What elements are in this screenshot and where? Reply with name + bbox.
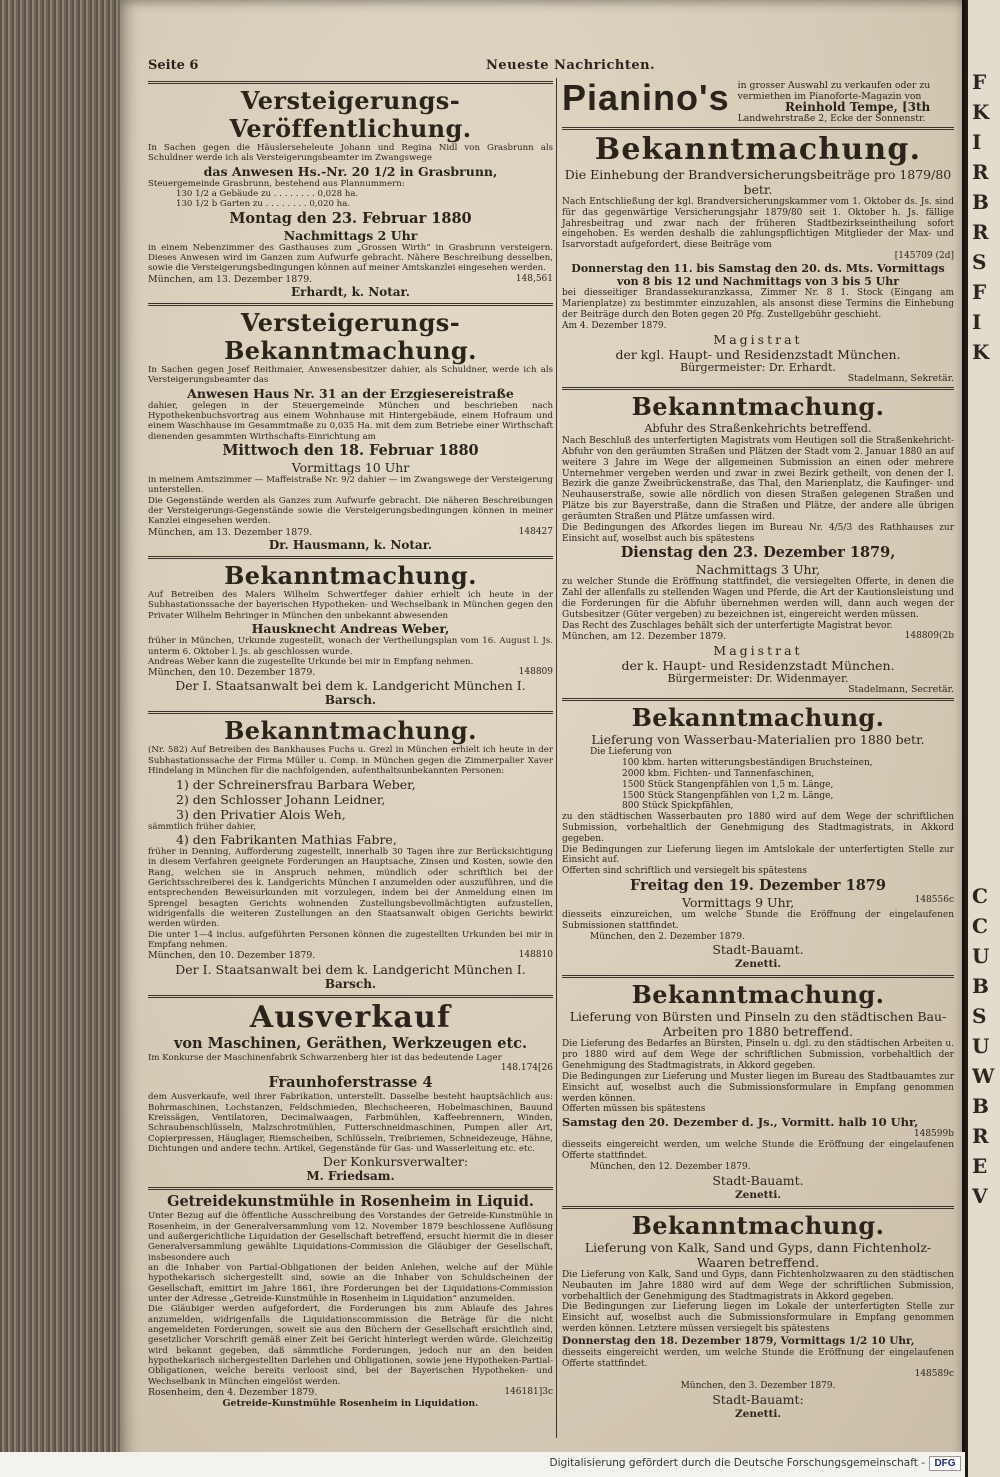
ad-text: in meinem Amtszimmer — Maffeistraße Nr. 9/2 dahier — im Zwangswege der Versteigerung unterstellen. xyxy=(148,475,553,496)
ad-place-date: München, am 13. Dezember 1879. xyxy=(148,273,313,285)
ad-time: Vormittags 10 Uhr xyxy=(291,460,410,476)
ad-title: Bekanntmachung. xyxy=(631,703,885,733)
ad-subtitle: Lieferung von Bürsten und Pinseln zu den städtischen Bau-Arbeiten pro 1880 betreffend. xyxy=(569,1009,947,1040)
ad-title: Bekanntmachung. xyxy=(631,392,885,422)
ad-person: 2) den Schlosser Johann Leidner, xyxy=(176,791,386,807)
ad-date: Mittwoch den 18. Februar 1880 xyxy=(222,442,479,460)
ad-signer: Stadt-Bauamt: xyxy=(712,1391,804,1407)
ad-text: Die Gegenstände werden als Ganzes zum Aufwurfe gebracht. Die näheren Beschreibungen der Versteigerungs-Gegenstände sowie die Versteigerungsbedingungen können in meiner Kanzlei eingesehen werden. xyxy=(148,495,553,527)
ad-signer: Magistrat xyxy=(713,642,803,658)
ad-signer: Magistrat xyxy=(713,331,803,347)
ad-signer: Erhardt, k. Notar. xyxy=(291,285,410,300)
ad-signer: Der I. Staatsanwalt bei dem k. Landgericht München I. xyxy=(175,678,526,694)
neighbor-page-letter: C xyxy=(972,914,988,938)
ad-text: Offerten müssen bis spätestens xyxy=(562,1104,706,1115)
divider xyxy=(562,387,954,390)
ad-text: bei diesseitiger Brandassekuranzkassa, Zimmer Nr. 8 1. Stock (Eingang am Marienplatze) zu bestimmter einzuzahlen, als ansonst diese Termins die Einhebung der Beiträge durch den Boten gegen 20 Pfg. Zustellgebühr geschieht. xyxy=(562,288,954,320)
ad-text: zu welcher Stunde die Eröffnung stattfindet, die versiegelten Offerte, in denen die Zahl der allenfalls zu stellenden Wagen und Pferde, die Art der Kautionsleistung und die Forderungen für die Abfuhr übernehmen werden will, dann auch wegen der Gutsbesitzer (Güter vergeben) zu bezeichnen ist, eingereicht werden müssen. xyxy=(562,577,954,620)
digitization-footer xyxy=(0,1452,965,1477)
neighbor-page-letter: B xyxy=(972,974,989,998)
ad-place-date: München, den 10. Dezember 1879. xyxy=(148,667,316,679)
ad-code: 148589c xyxy=(914,1369,954,1380)
ad-code: 148810 xyxy=(518,950,553,961)
ad-text: früher in München, Urkunde zugestellt, wonach der Vertheilungsplan vom 16. August l. Js. unterm 6. Oktober l. Js. ab geschlossen wurde. xyxy=(148,636,553,657)
ad-place-date: München, den 12. Dezember 1879. xyxy=(590,1162,751,1173)
ad-text: Die Bedingungen des Afkordes liegen im Bureau Nr. 4/5/3 des Rathhauses zur Einsicht auf, woselbst auch bis spätestens xyxy=(562,522,954,544)
ad-text: In Sachen gegen Josef Reithmaier, Anwesensbesitzer dahier, als Schuldner, werde ich als Versteigerungsbeamter das xyxy=(148,365,553,386)
ad-place-date: München, am 13. Dezember 1879. xyxy=(148,526,313,538)
ad-signer: Bürgermeister: Dr. Widenmayer. xyxy=(667,671,849,685)
divider xyxy=(148,556,553,559)
ad-title: Versteigerungs-Veröffentlichung. xyxy=(229,86,472,143)
divider xyxy=(562,1206,954,1209)
ad-text: Offerten sind schriftlich und versiegelt bis spätestens xyxy=(562,866,807,877)
ad-object: Anwesen Haus Nr. 31 an der Erzgiesereistraße xyxy=(187,385,514,401)
ad-code: [145709 (2d] xyxy=(894,251,954,262)
pianino-text xyxy=(730,78,931,124)
pianino-line: vermiethen im Pianoforte-Magazin von xyxy=(737,91,922,102)
pianino-line: Landwehrstraße 2, Ecke der Sonnenstr. xyxy=(737,113,926,124)
neighbor-page-letter: K xyxy=(972,100,990,124)
ad-line: 100 kbm. harten witterungsbeständigen Bruchsteinen, xyxy=(622,758,873,769)
dfg-logo: DFG xyxy=(929,1456,961,1471)
ad-code: 148.174[26 xyxy=(500,1062,553,1073)
ad-object: das Anwesen Hs.-Nr. 20 1/2 in Grasbrunn, xyxy=(203,163,498,179)
ad-code: 148599b xyxy=(913,1129,954,1140)
ad-code: 148,561 xyxy=(515,273,553,284)
ad-date: Samstag den 20. Dezember d. Js., Vormitt. halb 10 Uhr, xyxy=(562,1115,919,1130)
ad-signer-name: Zenetti. xyxy=(734,958,781,971)
pianino-line: Reinhold Tempe, [3th xyxy=(784,100,931,114)
ad-time: Vormittags 9 Uhr, xyxy=(682,895,795,911)
ad-title: Versteigerungs-Bekanntmachung. xyxy=(224,308,477,366)
ad-place-date: München, den 2. Dezember 1879. xyxy=(590,931,745,942)
ad-text: Das Recht des Zuschlages behält sich der unterfertigte Magistrat bevor. xyxy=(562,620,893,631)
ad-text: (Nr. 582) Auf Betreiben des Bankhauses Fuchs u. Grezl in München erhielt ich heute in der Subhastationssache der Firma Müller u. Comp. in München gegen die Zimmerpalier Xaver Hindelang in München für die nachfolgenden, aufenthaltsunbekannten Personen: xyxy=(148,745,553,777)
ad-place-date: Am 4. Dezember 1879. xyxy=(562,320,667,331)
neighbor-page-letter: B xyxy=(972,190,989,214)
neighbor-page-letter: S xyxy=(972,1004,987,1028)
pianino-line: in grosser Auswahl zu verkaufen oder zu xyxy=(737,80,931,91)
ad-title: Bekanntmachung. xyxy=(631,1210,885,1240)
ad-text: Die Gläubiger werden aufgefordert, die Forderungen bis zum Ablaufe des Jahres anzumelden, widrigenfalls die Liquidationscommission die Beträge für die nicht angemeldeten Forderungen, soweit sie aus den Büchern der Gesellschaft ersichtlich sind, gesetzlicher Vorschrift gemäß einer Zeit bei Gericht hinterlegt werden würde. Gleichzeitig wird bekannt gegeben, daß sämmtliche Forderungen, jedoch nur an den beiden hypothekarisch sichergestellten Darlehen und Obligationen, sowie jene Hypotheken-Partial-Obligationen, welche bereits verloost sind, bei der Bayerischen Hypotheken- und Wechselbank in München eingelöst werden. xyxy=(148,1304,553,1387)
ad-text: Nach Entschließung der kgl. Brandversicherungskammer vom 1. Oktober ds. Js. sind für das gegenwärtige Versicherungsjahr 1879/80 seit 1. Oktober h. Js. fällige Jahresbeitrag und zwar nach der früheren Stadtbezirkseintheilung sofort eingehoben. Es werden deshalb die zahlungspflichtigen Mitglieder der Max- und Isarvorstadt aufgefordert, diese Beiträge vom xyxy=(562,197,954,251)
neighbor-page-letter: E xyxy=(972,1154,988,1178)
ad-person: 1) der Schreinersfrau Barbara Weber, xyxy=(176,776,416,792)
neighbor-page-letter: W xyxy=(972,1064,995,1088)
ad-signer: Der I. Staatsanwalt bei dem k. Landgericht München I. xyxy=(175,961,526,977)
ad-code: 146181]3c xyxy=(504,1387,553,1398)
ad-text: früher in Denning, Aufforderung zugestellt, innerhalb 30 Tagen ihre zur Berücksichtigung in diesem Verfahren geeignete Forderungen an Hauptsache, Zinsen und Kosten, sowie den Rang, welchen sie in Anspruch nehmen, mündlich oder schriftlich bei der Gerichtsschreiberei des k. Landgerichts München I anzumelden oder auszuführen, und die entsprechenden Beweisurkunden mit vorzulegen, indem bei der Anmeldung einen im Sprengel besagten Gerichts wohnenden Zustellungsbevollmächtigten aufzustellen, widrigenfalls die weiteren Zustellungen an den Staatsanwalt obigen Gerichts bewirkt werden würden. xyxy=(148,846,553,930)
ad-signer: Stadt-Bauamt. xyxy=(712,942,804,958)
ad-text: diesseits einzureichen, um welche Stunde die Eröffnung der eingelaufenen Submissionen stattfindet. xyxy=(562,910,954,931)
neighbor-page-strip xyxy=(965,0,1000,1477)
ad-text: In Sachen gegen die Häuslerseheleute Johann und Regina Nidl von Grasbrunn als Schuldner werde ich als Versteigerungsbeamter im Zwangswege xyxy=(148,143,553,164)
ad-line: 130 1/2 a Gebäude zu . . . . . . . . 0,028 ha. xyxy=(176,189,359,200)
right-column xyxy=(562,78,954,1422)
ad-title: Bekanntmachung. xyxy=(224,561,477,591)
left-column xyxy=(148,78,553,1410)
neighbor-page-letter: F xyxy=(972,70,987,94)
ad-text: Die unter 1—4 inclus. aufgeführten Personen können die zugestellten Urkunden bei mir in Empfang nehmen. xyxy=(148,929,553,950)
ad-text: Nach Beschluß des unterfertigten Magistrats vom Heutigen soll die Straßenkehricht-Abfuhr von den geräumten Straßen und Plätzen der Stadt vom 2. Januar 1880 an auf weitere 3 Jahre im Wege der allgemeinen Submission an einen oder mehrere Unternehmer vergeben werden und zwar in zwei Bezirk getheilt, von denen der I. Bezirk die ganze Zweibrückenstraße, das Thal, den Marienplatz, die Kaufinger- und Neuhauserstraße, sowie alle nördlich von diesen Straßen gelegenen Straßen und Plätze bis zur Bayerstraße, dann die Straßen und Plätze, der andere alle übrigen geräumten Straßen und Plätze umfassen wird. xyxy=(562,436,954,522)
ad-person: 4) den Fabrikanten Mathias Fabre, xyxy=(176,831,397,847)
ad-line: 1500 Stück Stangenpfählen von 1,5 m. Länge, xyxy=(622,779,834,790)
ad-signer: der k. Haupt- und Residenzstadt München. xyxy=(621,657,895,673)
neighbor-page-letter: R xyxy=(972,1124,989,1148)
ad-address: Fraunhoferstrasse 4 xyxy=(268,1074,433,1092)
divider xyxy=(148,995,553,998)
ad-place-date: München, am 12. Dezember 1879. xyxy=(562,631,727,643)
ad-place-date: München, den 10. Dezember 1879. xyxy=(148,950,316,962)
ad-title: Ausverkauf xyxy=(249,999,452,1035)
ad-signer-name: M. Friedsam. xyxy=(306,1169,395,1184)
divider xyxy=(148,711,553,714)
ad-text: dahier, gelegen in der Steuergemeinde München und beschrieben nach Hypothekenbuchsvortrag aus einem Wohnhause mit Hintergebäude, einem Hofraum und einem Waschhause im Gesammtmaße zu 0,035 Ha. mit dem zum Betriebe einer Wirthschaft dienenden gesammten Wirthschafts-Einrichtung am xyxy=(148,400,553,442)
ad-date: Dienstag den 23. Dezember 1879, xyxy=(620,544,896,562)
ad-signer: Dr. Hausmann, k. Notar. xyxy=(268,538,433,553)
neighbor-page-letter: R xyxy=(972,160,989,184)
ad-title: Bekanntmachung. xyxy=(631,980,885,1010)
neighbor-page-letter: U xyxy=(972,944,990,968)
ad-signer: Der Konkursverwalter: xyxy=(322,1154,469,1170)
ad-text: zu den städtischen Wasserbauten pro 1880 wird auf dem Wege der schriftlichen Submission, vorbehaltlich der Genehmigung des Stadtmagistrats, in Akkord gegeben. xyxy=(562,812,954,844)
pianino-word: Pianino's xyxy=(562,77,730,118)
ad-subtitle: Lieferung von Kalk, Sand und Gyps, dann Fichtenholz-Waaren betreffend. xyxy=(584,1239,932,1270)
ad-text: Die Lieferung des Bedarfes an Bürsten, Pinseln u. dgl. zu den städtischen Arbeiten u. pro 1880 wird auf dem Wege der schriftlichen Submission, vorbehaltlich der Genehmigung des Stadtmagistrats, in Akkord gegeben. xyxy=(562,1039,954,1072)
ad-text: dem Ausverkaufe, weil ihrer Fabrikation, unterstellt. Dasselbe besteht hauptsächlich aus: Bohrmaschinen, Lochstanzen, Feldschmieden, Blechscheeren, Hobelmaschinen, Bauund Kreissägen, Ventilatoren, Decimalwaagen, Farbmühlen, Kaffeebrennern, Winden, Schraubenschlüsseln, Malzschrotmühlen, Futterschneidmaschinen, Pumpen aller Art, Copierpressen, Häuglager, Riemscheiben, Schlüsseln, Treibriemen, Schneidezeuge, Hähne, Dichtungen und andere techn. Artikel, Gegenstände für Gas- und Wasserleitung etc. etc. xyxy=(148,1092,553,1154)
ad-text: Die Bedingungen zur Lieferung liegen im Amtslokale der unterfertigten Stelle zur Einsicht auf. xyxy=(562,844,954,866)
ad-line: 130 1/2 b Garten zu . . . . . . . . 0,020 ha. xyxy=(176,199,351,210)
ad-date: Montag den 23. Februar 1880 xyxy=(229,209,472,227)
ad-text: diesseits eingereicht werden, um welche Stunde die Eröffnung der eingelaufenen Offerte stattfindet. xyxy=(562,1140,954,1162)
ad-code: 148809(2b xyxy=(904,631,954,642)
neighbor-page-letter: V xyxy=(972,1184,988,1208)
ad-text: an die Inhaber von Partial-Obligationen der beiden Anlehen, welche auf der Mühle hypothekarisch sichergestellt sind, sowie an die Inhaber von Schuldscheinen der Gesellschaft, emittirt im Jahre 1861, ihre Forderungen bei der Liquidations-Commission unter der Adresse „Getreide-Kunstmühle in Rosenheim in Liquidation“ anzumelden. xyxy=(148,1263,553,1305)
ad-subtitle: Die Einhebung der Brandversicherungsbeiträge pro 1879/80 betr. xyxy=(564,167,952,197)
neighbor-page-letter: C xyxy=(972,884,988,908)
ad-person: 3) den Privatier Alois Weh, xyxy=(176,806,346,822)
ad-date: Donnerstag den 18. Dezember 1879, Vormittags 1/2 10 Uhr, xyxy=(562,1334,915,1347)
ad-time: Nachmittags 3 Uhr, xyxy=(695,562,821,578)
neighbor-page-letter: S xyxy=(972,250,987,274)
footer-credit: Digitalisierung gefördert durch die Deutsche Forschungsgemeinschaft - xyxy=(549,1457,925,1469)
ad-text: Die Lieferung von xyxy=(590,747,672,758)
ad-date: Donnerstag den 11. bis Samstag den 20. ds. Mts. Vormittags von 8 bis 12 und Nachmittags von 3 bis 5 Uhr xyxy=(571,262,945,289)
ad-title: Getreidekunstmühle in Rosenheim in Liquid. xyxy=(167,1193,534,1211)
newspaper-title: Neueste Nachrichten. xyxy=(486,58,656,73)
ad-line: 2000 kbm. Fichten- und Tannenfaschinen, xyxy=(622,768,815,779)
ad-subtitle: Lieferung von Wasserbau-Materialien pro 1880 betr. xyxy=(591,732,925,748)
neighbor-page-letter: B xyxy=(972,1094,989,1118)
neighbor-page-letter: U xyxy=(972,1034,990,1058)
ad-text: Unter Bezug auf die öffentliche Ausschreibung des Vorstandes der Getreide-Kunstmühle in Rosenheim, in der Generalversammlung vom 12. November 1879 beschlossene Auflösung und außergerichtliche Liquidation der Gesellschaft betreffend, ersucht hiermit die in dieser Generalversammlung gewählte Liquidations-Commission die Gläubiger der Gesellschaft, insbesondere auch xyxy=(148,1211,553,1263)
ad-date: Freitag den 19. Dezember 1879 xyxy=(630,877,886,895)
ad-signer: Getreide-Kunstmühle Rosenheim in Liquidation. xyxy=(222,1398,479,1410)
ad-text: diesseits eingereicht werden, um welche Stunde die Eröffnung der eingelaufenen Offerte stattfindet. xyxy=(562,1347,954,1369)
ad-code: 148809 xyxy=(518,667,553,678)
ad-text: Die Bedingungen zur Lieferung und Muster liegen im Bureau des Stadtbauamtes zur Einsicht auf, woselbst auch die Submissionsformulare in Empfang genommen werden können. xyxy=(562,1071,954,1104)
page-header xyxy=(148,58,948,74)
ad-text: Auf Betreiben des Malers Wilhelm Schwertfeger dahier erhielt ich heute in der Subhastationssache der bayerischen Hypotheken- und Wechselbank in München gegen den Privater Wilhelm Behringer in München den unbekannt abwesenden xyxy=(148,590,553,621)
column-divider xyxy=(556,78,557,1438)
ad-text: Die Bedingungen zur Lieferung liegen im Lokale der unterfertigten Stelle zur Einsicht auf, woselbst auch die Submissionsformulare in Empfang genommen werden können. Letztere müssen versiegelt bis spätestens xyxy=(562,1302,954,1334)
ad-place-date: München, den 3. Dezember 1879. xyxy=(680,1380,836,1391)
neighbor-page-letter: I xyxy=(972,310,982,334)
ad-signer: Stadelmann, Sekretär. xyxy=(847,372,954,384)
ad-text: Steuergemeinde Grasbrunn, bestehend aus Plannummern: xyxy=(148,178,405,189)
ad-signer-name: Barsch. xyxy=(324,976,377,991)
ad-line: 800 Stück Spickpfählen, xyxy=(622,801,734,812)
ad-code: 148556c xyxy=(914,895,954,906)
ad-signer-name: Zenetti. xyxy=(734,1188,781,1201)
ad-text: Andreas Weber kann die zugestellte Urkunde bei mir in Empfang nehmen. xyxy=(148,656,474,667)
ad-subtitle: Abfuhr des Straßenkehrichts betreffend. xyxy=(644,422,872,436)
ad-title: Bekanntmachung. xyxy=(224,716,477,746)
book-edge xyxy=(0,0,120,1477)
ad-signer: der kgl. Haupt- und Residenzstadt München. xyxy=(615,346,901,362)
ad-text: sämmtlich früher dahier, xyxy=(148,821,257,832)
ad-text: Im Konkurse der Maschinenfabrik Schwarzenberg hier ist das bedeutende Lager xyxy=(148,1052,502,1063)
ad-title: Bekanntmachung. xyxy=(594,132,922,167)
ad-line: 1500 Stück Stangenpfählen von 1,2 m. Länge, xyxy=(622,790,834,801)
ad-person: Hausknecht Andreas Weber, xyxy=(251,621,450,637)
neighbor-page-letter: K xyxy=(972,340,990,364)
divider xyxy=(562,698,954,701)
ad-signer-name: Zenetti. xyxy=(734,1407,781,1420)
ad-code: 148427 xyxy=(518,526,553,537)
pianino-ad xyxy=(562,78,954,124)
neighbor-page-letter: R xyxy=(972,220,989,244)
divider xyxy=(148,1187,553,1190)
page-number: Seite 6 xyxy=(148,58,199,73)
neighbor-page-letter: F xyxy=(972,280,987,304)
neighbor-page-letter: I xyxy=(972,130,982,154)
ad-signer: Bürgermeister: Dr. Erhardt. xyxy=(680,360,836,374)
ad-subtitle: von Maschinen, Geräthen, Werkzeugen etc. xyxy=(173,1034,528,1052)
ad-text: Die Lieferung von Kalk, Sand und Gyps, dann Fichtenholzwaaren zu den städtischen Neubauten im Jahre 1880 wird auf dem Wege der schriftlichen Submission, vorbehaltlich der Genehmigung des Stadtmagistrats in Akkord gegeben. xyxy=(562,1269,954,1302)
divider xyxy=(148,303,553,306)
ad-signer: Stadt-Bauamt. xyxy=(712,1172,804,1188)
divider xyxy=(562,127,954,130)
ad-place-date: Rosenheim, den 4. Dezember 1879. xyxy=(148,1387,318,1399)
ad-text: in einem Nebenzimmer des Gasthauses zum „Grossen Wirth“ in Grasbrunn versteigern. Dieses Anwesen wird im Ganzen zum Aufwurfe gebracht. Nähere Beschreibung desselben, sowie die Versteigerungsbedingungen können auf meiner Amtskanzlei eingesehen werden. xyxy=(148,242,553,274)
divider xyxy=(562,975,954,978)
ad-signer: Stadelmann, Secretär. xyxy=(848,683,954,695)
ad-signer-name: Barsch. xyxy=(324,693,377,708)
divider xyxy=(148,81,553,84)
ad-time: Nachmittags 2 Uhr xyxy=(283,227,418,243)
